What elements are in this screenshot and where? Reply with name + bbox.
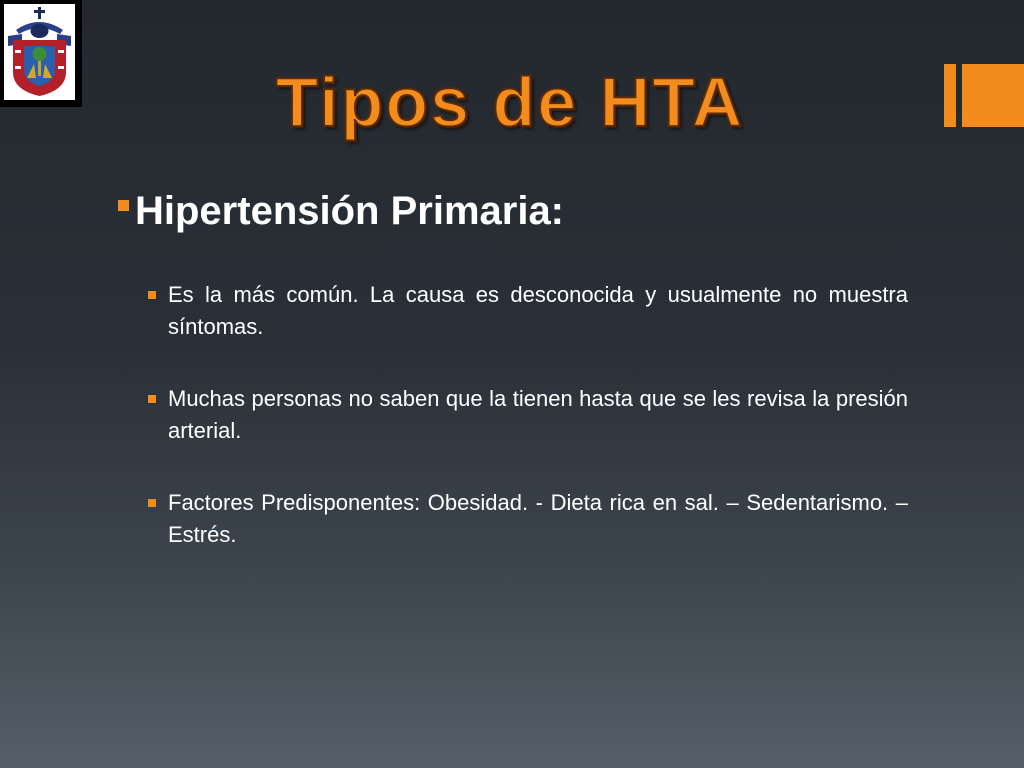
accent-bar-thin [944,64,956,127]
logo-frame [0,0,82,107]
bullet-item [146,383,908,447]
orange-square-bullet-icon [148,395,156,403]
bullet-text: Factores Predisponentes: Obesidad. - Dieta rica en sal. – Sedentarismo. – Estrés. [168,490,908,547]
bullet-item [146,279,908,343]
orange-square-bullet-icon [148,291,156,299]
accent-bar-thick [962,64,1024,127]
slide-title: Tipos de HTA [275,63,745,141]
section-heading [118,188,564,234]
bullet-text: Muchas personas no saben que la tienen hasta que se les revisa la presión arterial. [168,386,908,443]
section-heading-text: Hipertensión Primaria: [135,189,565,233]
orange-square-bullet-icon [148,499,156,507]
bullet-text: Es la más común. La causa es desconocida y usualmente no muestra síntomas. [168,282,908,339]
university-crest-icon [4,4,75,100]
orange-square-bullet-icon [118,200,129,211]
bullet-item [146,487,908,551]
bullet-list [146,279,908,591]
